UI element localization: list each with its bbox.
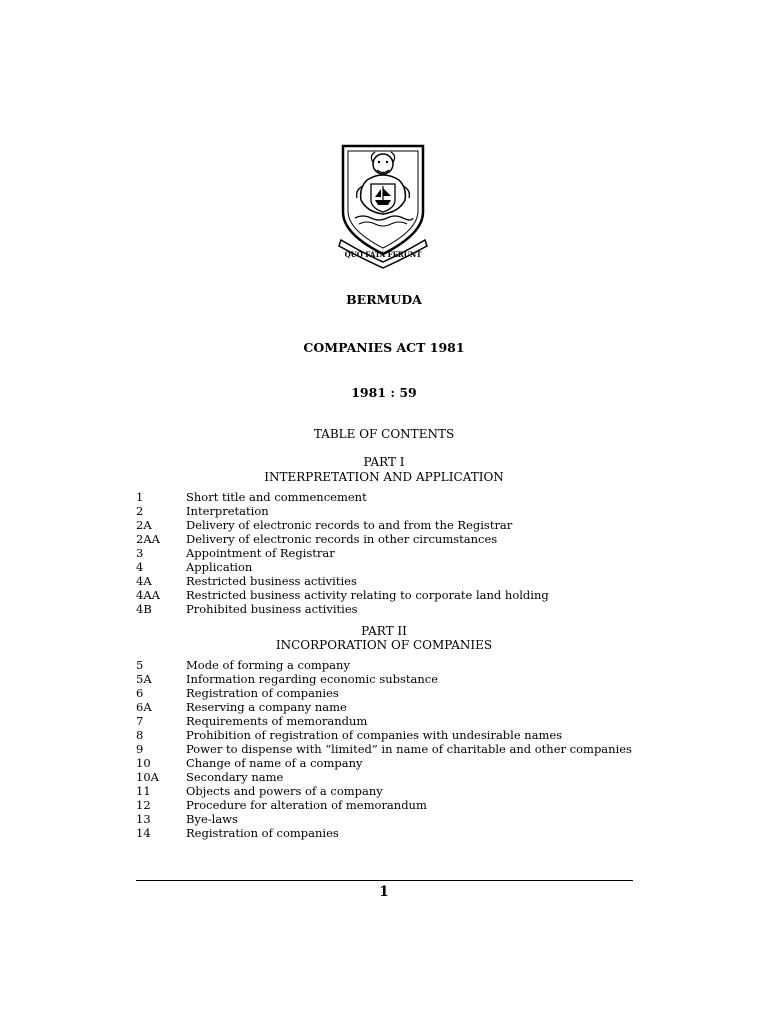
toc-entry[interactable] [136,812,656,826]
section-title: Interpretation [186,504,269,518]
section-title: Change of name of a company [186,756,363,770]
section-number: 2A [136,518,152,532]
section-number: 4AA [136,588,160,602]
coat-of-arms-icon [333,142,433,272]
country-heading: BERMUDA [346,292,422,307]
section-number: 10A [136,770,159,784]
toc-entry[interactable] [136,728,656,742]
section-number: 10 [136,756,151,770]
toc-entry[interactable] [136,532,656,546]
toc-entry[interactable] [136,546,656,560]
section-title: Restricted business activity relating to corporate land holding [186,588,549,602]
toc-entry[interactable] [136,686,656,700]
toc-entry[interactable] [136,518,656,532]
toc-entry[interactable] [136,574,656,588]
section-title: Power to dispense with “limited” in name of charitable and other companies [186,742,632,756]
section-number: 6 [136,686,144,700]
toc-entry[interactable] [136,714,656,728]
part-1-title: PART I [363,455,405,469]
toc-entry[interactable] [136,826,656,840]
section-title: Objects and powers of a company [186,784,383,798]
part-2-title: PART II [361,624,407,638]
toc-entry[interactable] [136,672,656,686]
section-number: 3 [136,546,144,560]
section-title: Requirements of memorandum [186,714,368,728]
section-title: Information regarding economic substance [186,672,439,686]
section-title: Appointment of Registrar [186,546,335,560]
section-title: Registration of companies [186,686,339,700]
toc-entry[interactable] [136,742,656,756]
section-number: 7 [136,714,144,728]
section-number: 4A [136,574,152,588]
toc-entry[interactable] [136,658,656,672]
section-number: 4B [136,602,152,616]
section-number: 4 [136,560,144,574]
part-1-subtitle: INTERPRETATION AND APPLICATION [264,470,504,484]
section-number: 11 [136,784,151,798]
section-number: 14 [136,826,151,840]
section-title: Restricted business activities [186,574,357,588]
page-number: 1 [379,884,389,900]
section-title: Secondary name [186,770,284,784]
section-number: 13 [136,812,151,826]
part-2-section-list [136,658,656,840]
section-title: Reserving a company name [186,700,347,714]
toc-entry[interactable] [136,798,656,812]
section-title: Procedure for alteration of memorandum [186,798,427,812]
section-number: 1 [136,490,144,504]
table-of-contents-heading: TABLE OF CONTENTS [313,427,455,441]
section-title: Bye-laws [186,812,238,826]
act-title: COMPANIES ACT 1981 [303,340,465,355]
part-1-section-list [136,490,656,616]
crest-motto: QUO FATA FERUNT [344,250,422,259]
section-title: Mode of forming a company [186,658,350,672]
section-number: 5 [136,658,144,672]
footer-divider [136,880,633,881]
toc-entry[interactable] [136,700,656,714]
section-number: 9 [136,742,144,756]
toc-entry[interactable] [136,756,656,770]
toc-entry[interactable] [136,560,656,574]
section-number: 6A [136,700,152,714]
toc-entry[interactable] [136,784,656,798]
toc-entry[interactable] [136,770,656,784]
part-2-subtitle: INCORPORATION OF COMPANIES [275,638,493,652]
section-number: 12 [136,798,151,812]
section-title: Application [186,560,253,574]
section-number: 8 [136,728,144,742]
toc-entry[interactable] [136,602,656,616]
act-number: 1981 : 59 [351,385,417,400]
toc-entry[interactable] [136,504,656,518]
section-title: Short title and commencement [186,490,367,504]
section-title: Prohibition of registration of companies with undesirable names [186,728,563,742]
bermuda-coat-of-arms [333,142,433,272]
section-number: 2 [136,504,144,518]
toc-entry[interactable] [136,490,656,504]
toc-entry[interactable] [136,588,656,602]
section-title: Registration of companies [186,826,339,840]
section-title: Prohibited business activities [186,602,358,616]
section-number: 2AA [136,532,160,546]
section-title: Delivery of electronic records to and from the Registrar [186,518,513,532]
section-number: 5A [136,672,152,686]
section-title: Delivery of electronic records in other circumstances [186,532,498,546]
